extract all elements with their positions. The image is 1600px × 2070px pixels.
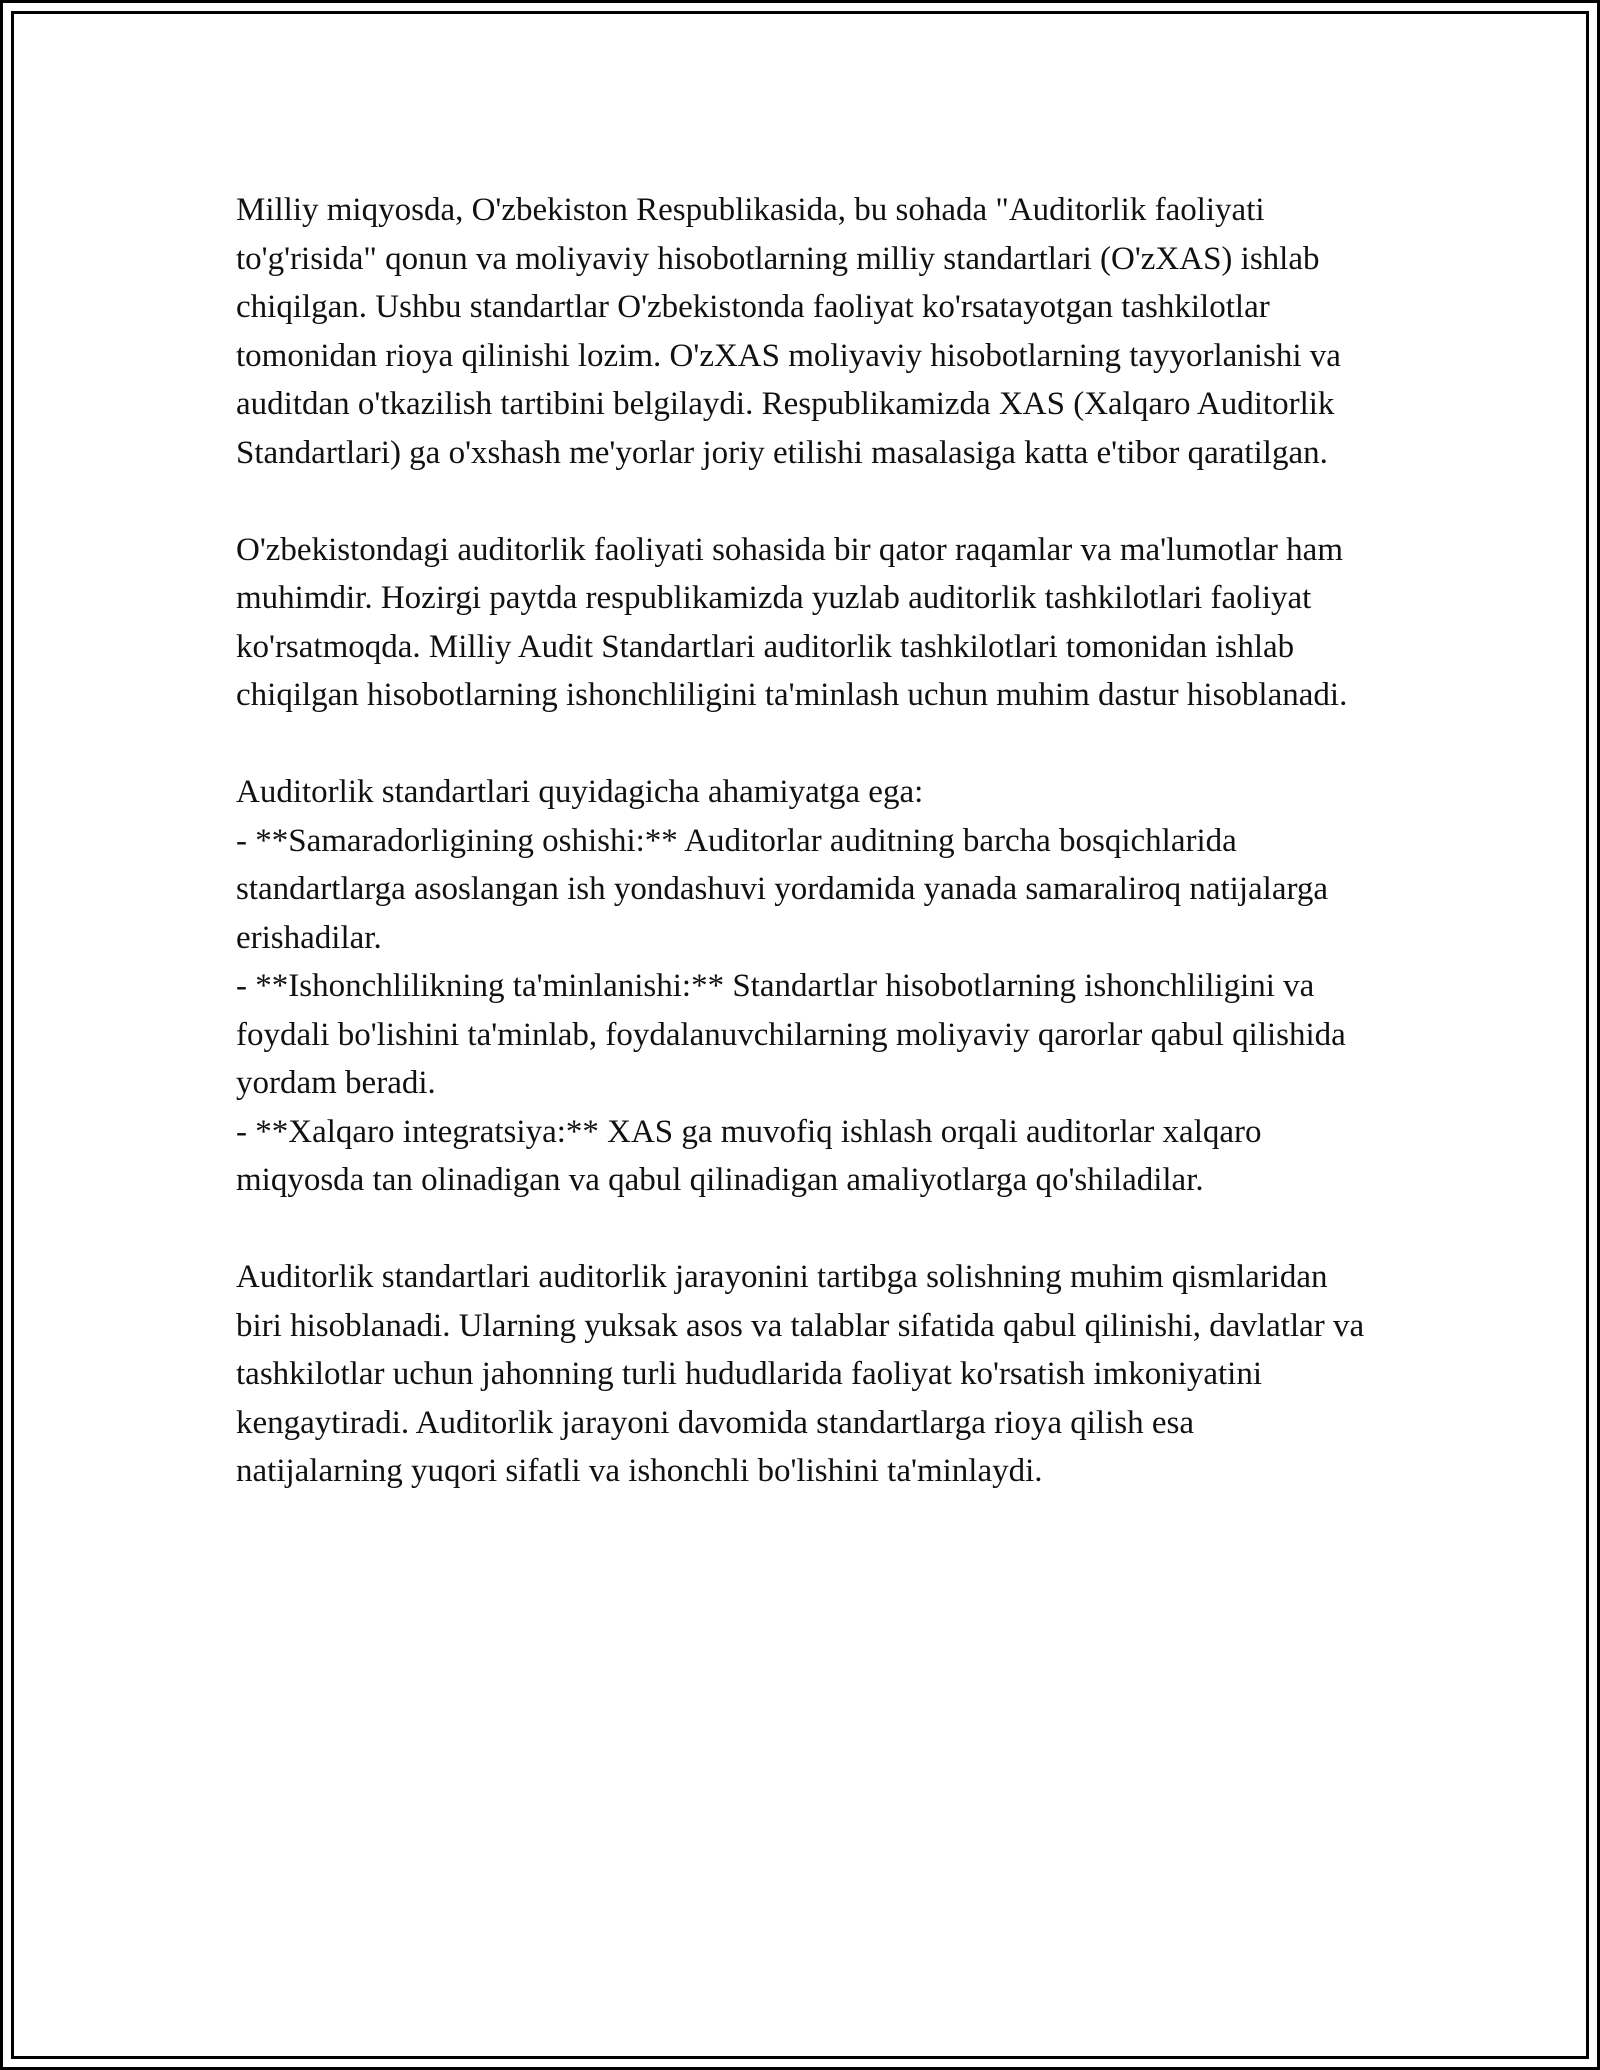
list-item-efficiency: - **Samaradorligining oshishi:** Auditorlar auditning barcha bosqichlarida standartlarga asoslangan ish yondashuvi yordamida yanada samaraliroq natijalarga erishadilar. — [236, 822, 1329, 956]
paragraph-uzbek-national-standards: Milliy miqyosda, O'zbekiston Respublikasida, bu sohada "Auditorlik faoliyati to'g'risida" qonun va moliyaviy hisobotlarning milliy standartlari (O'zXAS) ishlab chiqilgan. Ushbu standartlar O'zbekistonda faoliyat ko'rsatayotgan tashkilotlar tomonidan rioya qilinishi lozim. O'zXAS moliyaviy hisobotlarning tayyorlanishi va auditdan o'tkazilish tartibini belgilaydi. Respublikamizda XAS (Xalqaro Auditorlik Standartlari) ga o'xshash me'yorlar joriy etilishi masalasiga katta e'tibor qaratilgan. — [236, 192, 1341, 471]
list-item-international-integration: - **Xalqaro integratsiya:** XAS ga muvofiq ishlash orqali auditorlar xalqaro miqyosda tan olinadigan va qabul qilinadigan amaliyotlarga qo'shiladilar. — [236, 1113, 1262, 1198]
document-body — [236, 186, 1366, 1544]
paragraph-conclusion: Auditorlik standartlari auditorlik jarayonini tartibga solishning muhim qismlaridan biri hisoblanadi. Ularning yuksak asos va talablar sifatida qabul qilinishi, davlatlar va tashkilotlar uchun jahonning turli hududlarida faoliyat ko'rsatish imkoniyatini kengaytiradi. Auditorlik jarayoni davomida standartlarga rioya qilish esa natijalarning yuqori sifatli va ishonchli bo'lishini ta'minlaydi. — [236, 1259, 1365, 1489]
list-intro: Auditorlik standartlari quyidagicha ahamiyatga ega: — [236, 774, 924, 810]
list-item-reliability: - **Ishonchlilikning ta'minlanishi:** Standartlar hisobotlarning ishonchliligini va foydali bo'lishini ta'minlab, foydalanuvchilarning moliyaviy qarorlar qabul qilishida yordam beradi. — [236, 968, 1346, 1101]
paragraph-audit-activity-figures: O'zbekistondagi auditorlik faoliyati sohasida bir qator raqamlar va ma'lumotlar ham muhimdir. Hozirgi paytda respublikamizda yuzlab auditorlik tashkilotlari faoliyat ko'rsatmoqda. Milliy Audit Standartlari auditorlik tashkilotlari tomonidan ishlab chiqilgan hisobotlarning ishonchliligini ta'minlash uchun muhim dastur hisoblanadi. — [236, 531, 1348, 713]
